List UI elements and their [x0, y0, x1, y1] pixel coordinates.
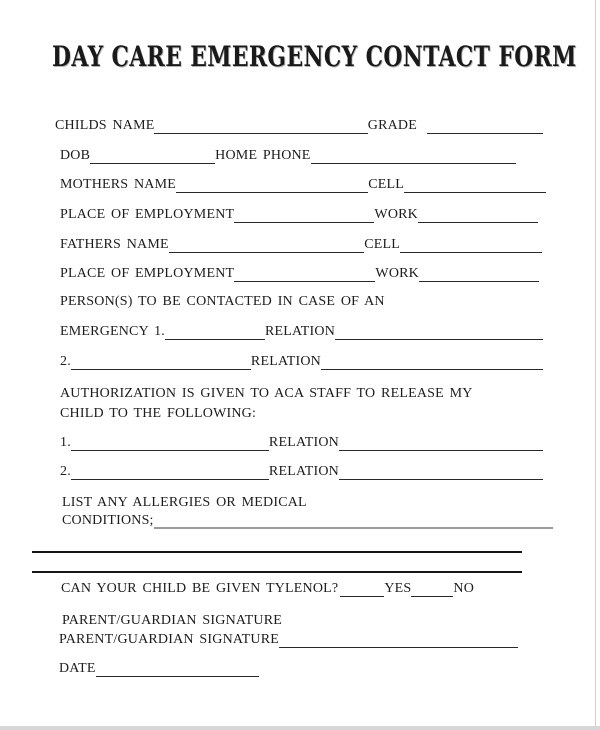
signature-heading-label: PARENT/GUARDIAN SIGNATURE	[62, 613, 282, 628]
release-person-1-label: 1.	[60, 435, 71, 450]
allergies-text-line-1: LIST ANY ALLERGIES OR MEDICAL	[62, 495, 307, 510]
fathers-name-blank	[169, 238, 364, 253]
mothers-name-blank	[176, 178, 368, 193]
row-authorization-2	[60, 405, 256, 423]
emergency-contact-1-label: EMERGENCY 1.	[60, 324, 165, 339]
row-emergency-contact-1	[60, 323, 543, 341]
page-edge-line	[595, 0, 596, 730]
fathers-name-label: FATHERS NAME	[60, 237, 169, 252]
emergency-contact-1-name-blank	[165, 325, 265, 340]
tylenol-no-blank	[411, 582, 453, 597]
tylenol-no-label: NO	[453, 581, 475, 596]
row-emergency-intro	[60, 293, 385, 311]
medical-conditions-extra-line-2	[32, 571, 522, 573]
form-title: DAY CARE EMERGENCY CONTACT FORM	[52, 40, 577, 73]
row-dob-home-phone	[60, 147, 516, 165]
emergency-contact-2-relation-blank	[321, 355, 543, 370]
date-blank	[96, 662, 259, 677]
emergency-contact-2-name-blank	[71, 355, 251, 370]
dob-label: DOB	[60, 148, 91, 163]
mothers-name-label: MOTHERS NAME	[60, 177, 177, 192]
row-mothers-name	[60, 176, 546, 194]
date-label: DATE	[59, 661, 96, 676]
mothers-work-label: WORK	[374, 207, 418, 222]
medical-conditions-blank	[154, 514, 553, 529]
row-childs-name	[55, 117, 543, 135]
mothers-cell-label: CELL	[368, 177, 404, 192]
emergency-contact-1-relation-blank	[335, 325, 543, 340]
release-relation-2-label: RELATION	[268, 464, 339, 479]
fathers-work-blank	[419, 267, 539, 282]
mothers-employment-blank	[234, 208, 374, 223]
emergency-relation-2-label: RELATION	[250, 354, 321, 369]
row-fathers-name	[60, 236, 542, 254]
release-relation-1-label: RELATION	[268, 435, 339, 450]
row-authorization-1	[60, 385, 473, 403]
release-person-2-relation-blank	[339, 465, 543, 480]
conditions-label: CONDITIONS;	[62, 513, 154, 528]
row-fathers-employment	[60, 265, 539, 283]
fathers-cell-label: CELL	[364, 237, 400, 252]
page-bottom-strip	[0, 726, 600, 730]
tylenol-yes-blank	[340, 582, 384, 597]
authorization-text-line-1: AUTHORIZATION IS GIVEN TO ACA STAFF TO RELEASE MY	[60, 386, 473, 401]
mothers-employment-label: PLACE OF EMPLOYMENT	[60, 207, 235, 222]
medical-conditions-extra-line-1	[32, 551, 522, 553]
row-release-person-2	[60, 463, 543, 481]
home-phone-label: HOME PHONE	[215, 148, 311, 163]
row-date	[59, 660, 259, 678]
mothers-cell-blank	[404, 178, 546, 193]
release-person-1-relation-blank	[339, 436, 543, 451]
emergency-intro-text: PERSON(S) TO BE CONTACTED IN CASE OF AN	[60, 294, 385, 309]
row-signature-line	[59, 631, 518, 649]
release-person-1-name-blank	[71, 436, 269, 451]
release-person-2-label: 2.	[60, 464, 71, 479]
fathers-employment-label: PLACE OF EMPLOYMENT	[60, 266, 235, 281]
grade-blank	[427, 119, 543, 134]
row-emergency-contact-2	[60, 353, 543, 371]
signature-line-label: PARENT/GUARDIAN SIGNATURE	[59, 632, 279, 647]
fathers-cell-blank	[400, 238, 542, 253]
emergency-relation-1-label: RELATION	[265, 324, 336, 339]
childs-name-blank	[154, 119, 367, 134]
row-signature-heading	[62, 612, 282, 630]
row-tylenol-question	[61, 580, 474, 598]
row-allergies-2	[62, 512, 553, 530]
fathers-employment-blank	[234, 267, 375, 282]
row-release-person-1	[60, 434, 543, 452]
release-person-2-name-blank	[71, 465, 269, 480]
signature-blank	[279, 633, 518, 648]
tylenol-yes-label: YES	[384, 581, 412, 596]
home-phone-blank	[311, 149, 516, 164]
row-mothers-employment	[60, 206, 538, 224]
tylenol-question-label: CAN YOUR CHILD BE GIVEN TYLENOL?	[61, 581, 339, 596]
authorization-text-line-2: CHILD TO THE FOLLOWING:	[60, 406, 257, 421]
row-allergies-1	[62, 494, 307, 512]
grade-label: GRADE	[367, 118, 417, 133]
fathers-work-label: WORK	[375, 266, 419, 281]
emergency-contact-2-label: 2.	[60, 354, 71, 369]
dob-blank	[90, 149, 215, 164]
mothers-work-blank	[418, 208, 538, 223]
childs-name-label: CHILDS NAME	[55, 118, 155, 133]
